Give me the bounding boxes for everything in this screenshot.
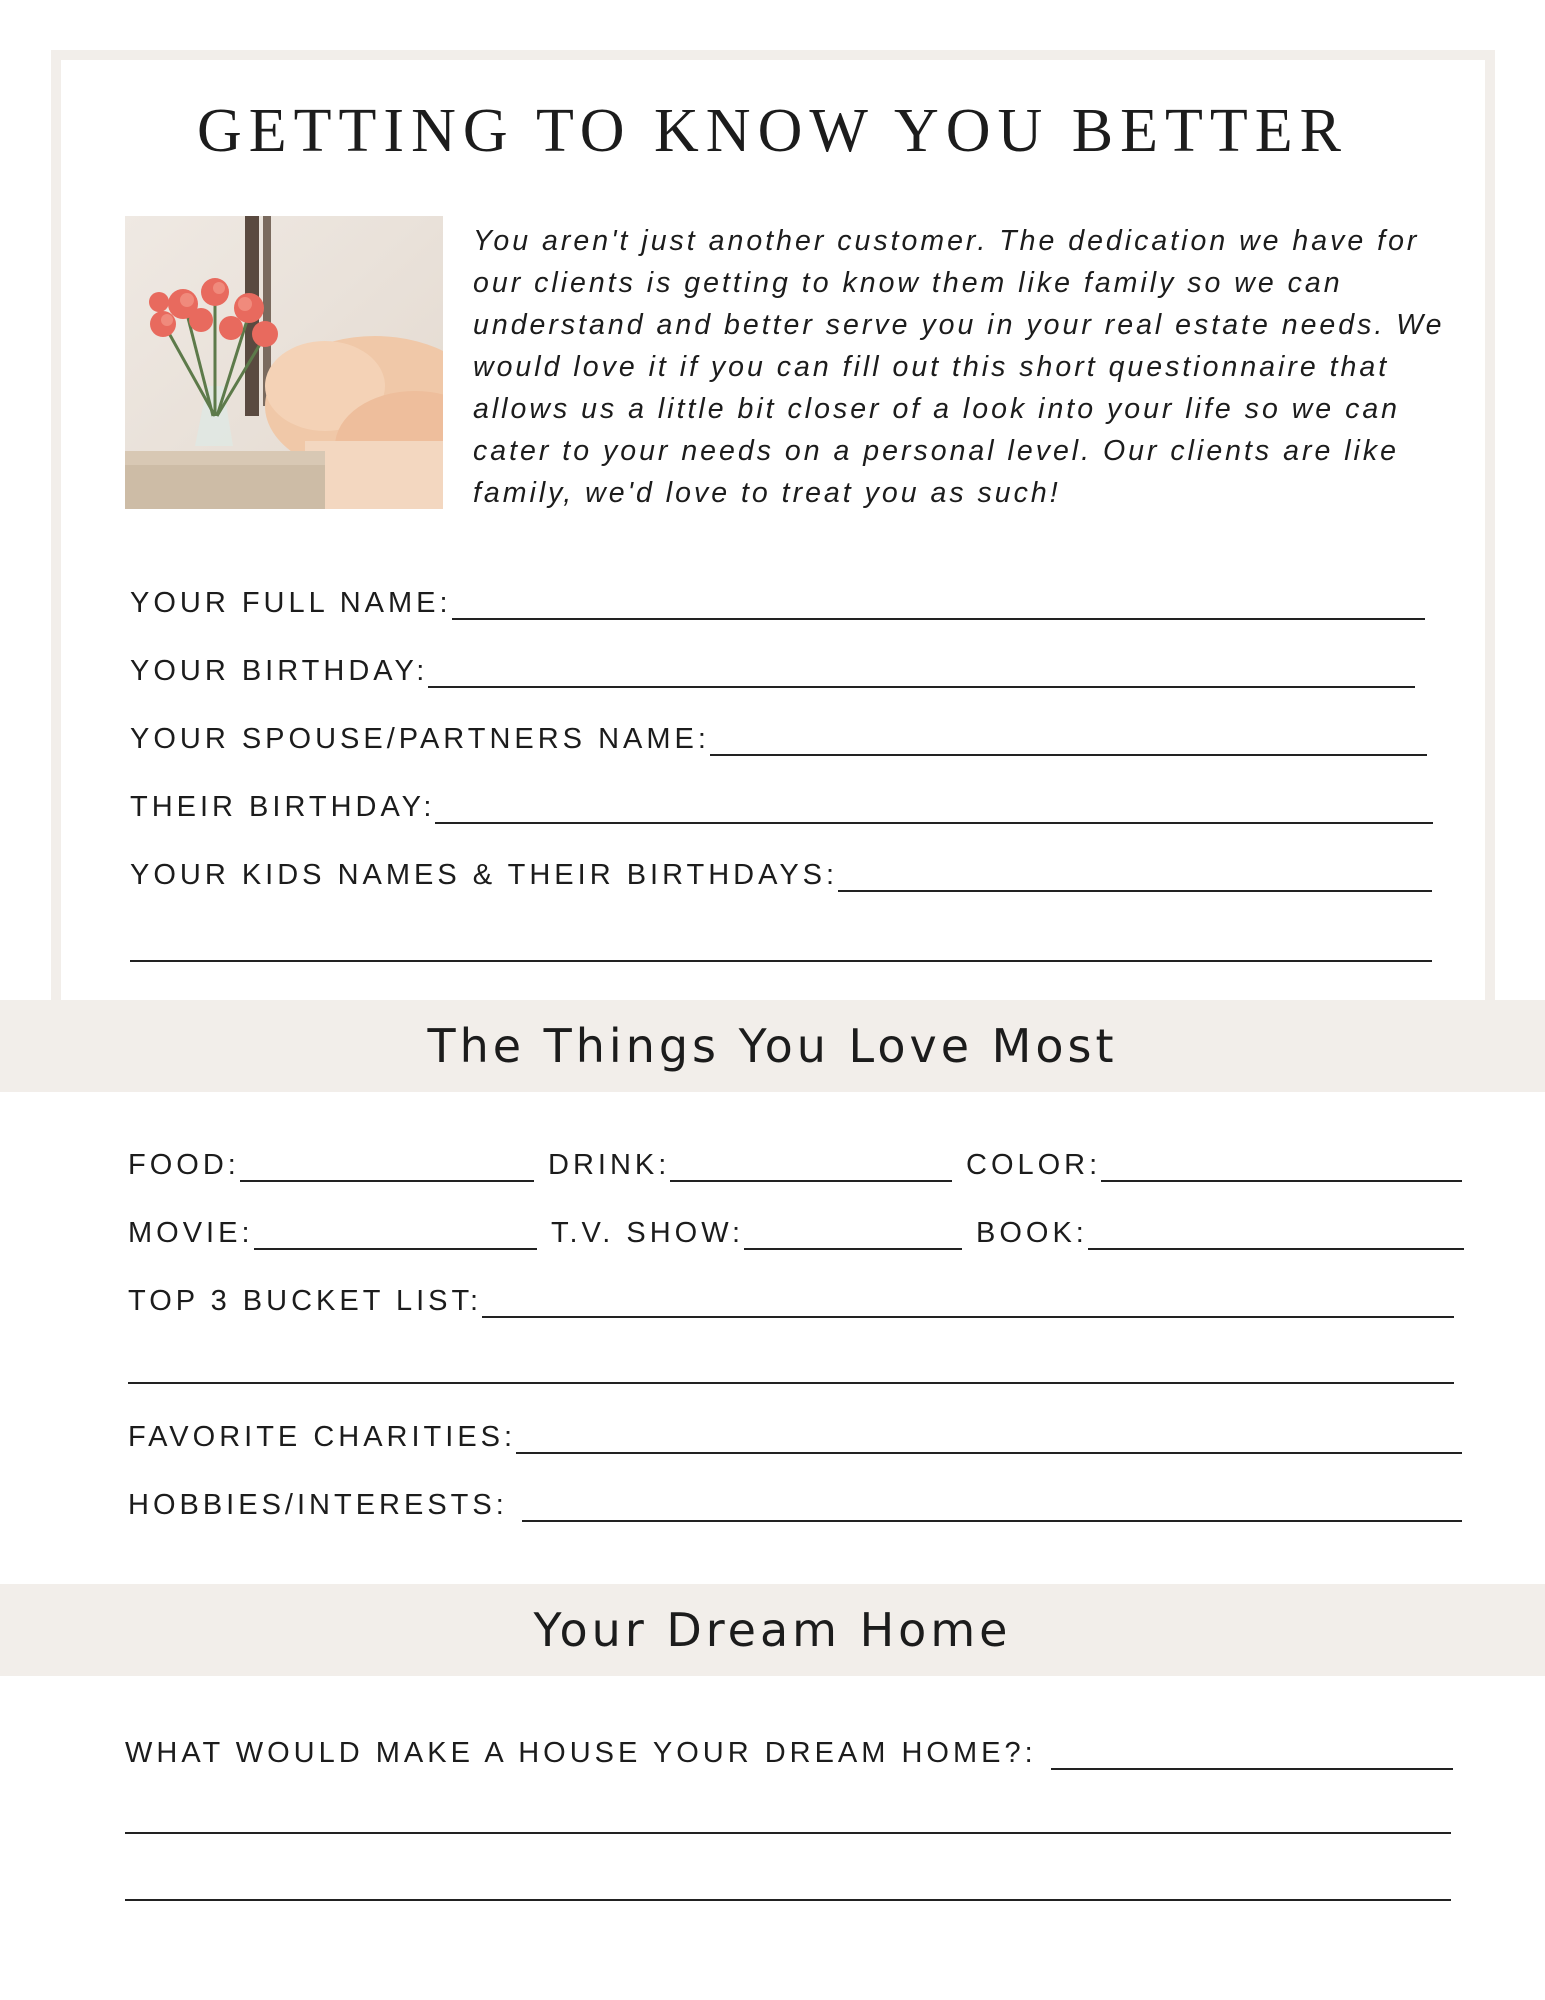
drink-label: DRINK: <box>548 1149 671 1181</box>
section-band-love <box>0 1000 1545 1092</box>
dream-home-label: WHAT WOULD MAKE A HOUSE YOUR DREAM HOME?: <box>125 1737 1037 1769</box>
bucket-list-label: TOP 3 BUCKET LIST: <box>128 1285 483 1317</box>
food-field[interactable] <box>240 1150 534 1182</box>
their-birthday-field[interactable] <box>435 792 1433 824</box>
hobbies-row <box>128 1482 1462 1522</box>
tv-show-field[interactable] <box>744 1218 962 1250</box>
color-field[interactable] <box>1101 1150 1462 1182</box>
page-frame <box>51 50 1495 1050</box>
bucket-list-extra-line[interactable] <box>128 1382 1454 1384</box>
hobbies-field[interactable] <box>522 1490 1462 1522</box>
spouse-label: YOUR SPOUSE/PARTNERS NAME: <box>130 723 710 755</box>
hobbies-label: HOBBIES/INTERESTS: <box>128 1489 508 1521</box>
dream-home-extra-line-2[interactable] <box>125 1899 1451 1901</box>
kids-extra-line[interactable] <box>130 960 1432 962</box>
their-birthday-row <box>130 784 1433 824</box>
kids-field[interactable] <box>838 860 1432 892</box>
charities-label: FAVORITE CHARITIES: <box>128 1421 517 1453</box>
color-label: COLOR: <box>966 1149 1102 1181</box>
favorites-row-2 <box>128 1210 1464 1250</box>
bucket-list-row <box>128 1278 1454 1318</box>
full-name-field[interactable] <box>452 588 1425 620</box>
section-heading-love: The Things You Love Most <box>427 1019 1118 1073</box>
birthday-field[interactable] <box>428 656 1415 688</box>
dream-home-field[interactable] <box>1051 1738 1453 1770</box>
kids-row <box>130 852 1432 892</box>
movie-label: MOVIE: <box>128 1217 254 1249</box>
food-label: FOOD: <box>128 1149 240 1181</box>
drink-field[interactable] <box>670 1150 952 1182</box>
charities-field[interactable] <box>516 1422 1462 1454</box>
bucket-list-field[interactable] <box>482 1286 1454 1318</box>
charities-row <box>128 1414 1462 1454</box>
dream-home-row <box>125 1730 1453 1770</box>
movie-field[interactable] <box>254 1218 537 1250</box>
favorites-row-1 <box>128 1142 1462 1182</box>
dream-home-extra-line-1[interactable] <box>125 1832 1451 1834</box>
section-band-dream-home <box>0 1584 1545 1676</box>
spouse-field[interactable] <box>710 724 1427 756</box>
intro-paragraph: You aren't just another customer. The dedication we have for our clients is getting to know them like family so we can understand and better serve you in your real estate needs. We would love it if you can fill out this short questionnaire that allows us a little bit closer of a look into your life so we can cater to your needs on a personal level. Our clients are like family, we'd love to treat you as such! <box>473 225 1445 509</box>
full-name-label: YOUR FULL NAME: <box>130 587 452 619</box>
birthday-row <box>130 648 1415 688</box>
section-heading-dream-home: Your Dream Home <box>533 1603 1012 1657</box>
birthday-label: YOUR BIRTHDAY: <box>130 655 429 687</box>
kids-label: YOUR KIDS NAMES & THEIR BIRTHDAYS: <box>130 859 839 891</box>
full-name-row <box>130 580 1425 620</box>
flowers-vase-photo <box>125 216 443 509</box>
page-title: GETTING TO KNOW YOU BETTER <box>197 97 1348 165</box>
spouse-row <box>130 716 1427 756</box>
their-birthday-label: THEIR BIRTHDAY: <box>130 791 436 823</box>
tv-show-label: T.V. SHOW: <box>551 1217 745 1249</box>
book-field[interactable] <box>1088 1218 1464 1250</box>
book-label: BOOK: <box>976 1217 1088 1249</box>
